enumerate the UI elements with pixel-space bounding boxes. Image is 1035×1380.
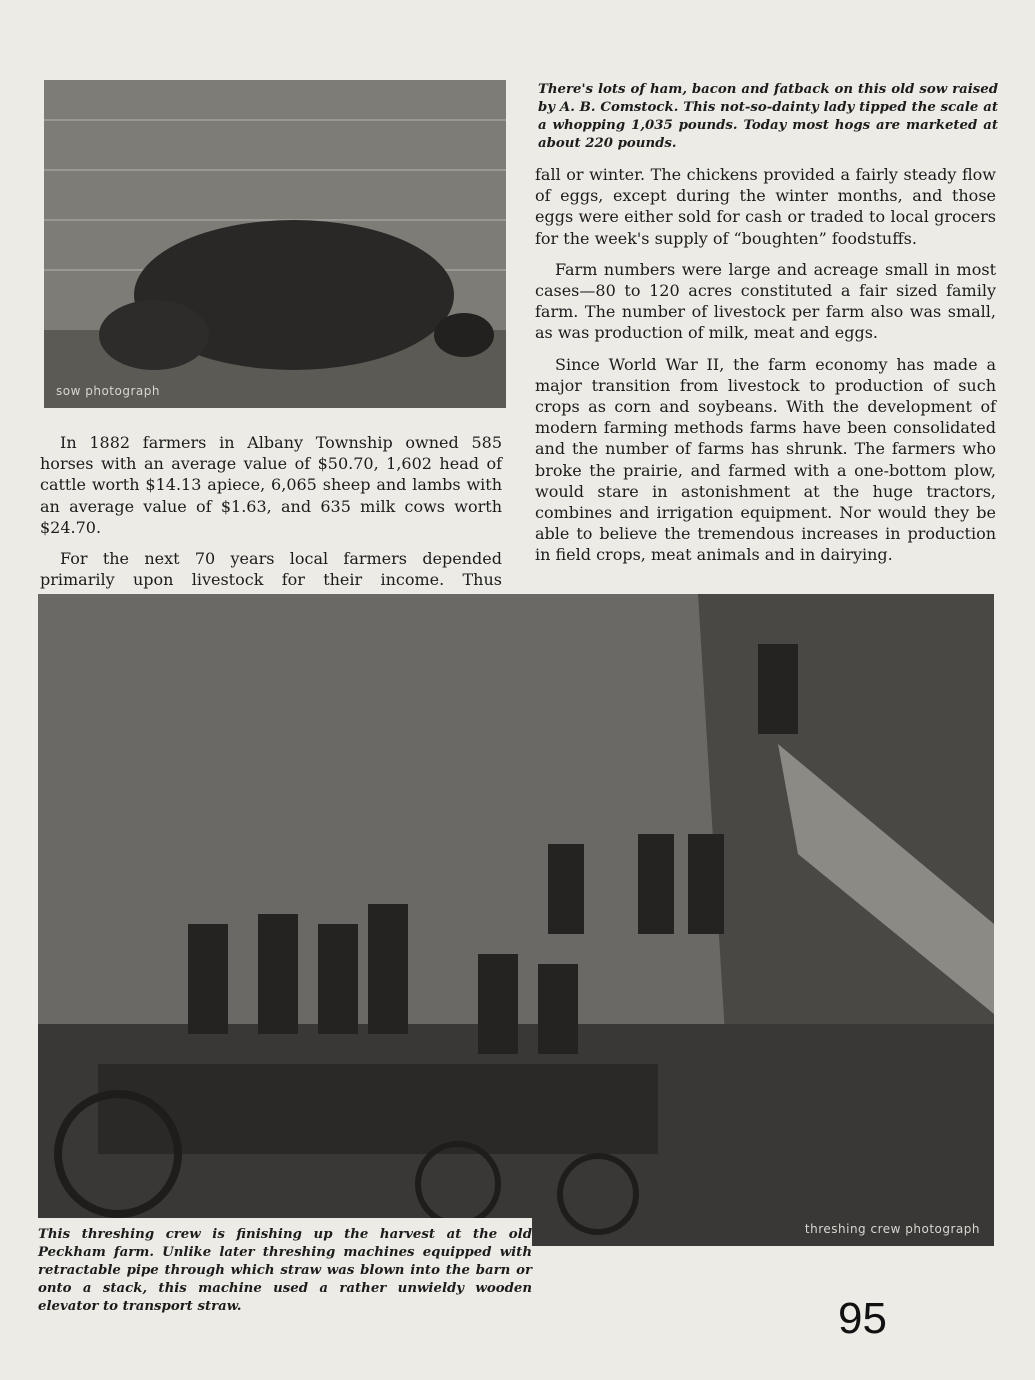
right-paragraph-2: Farm numbers were large and acreage small in most cases—80 to 120 acres constituted a fair sized family farm. The number of livestock per farm also was small, as was production of milk, meat and eggs. [535,259,996,343]
right-column-text [535,164,996,576]
sow-photo-illustration [44,80,506,408]
sow-caption: There's lots of ham, bacon and fatback on this old sow raised by A. B. Comstock. This not-so-dainty lady tipped the scale at a whopping 1,035 pounds. Today most hogs are marketed at about 220 pounds. [538,82,998,151]
threshing-crew-illustration [38,594,994,1246]
threshing-crew-caption: This threshing crew is finishing up the harvest at the old Peckham farm. Unlike later threshing machines equipped with retractable pipe through which straw was blown into the barn or onto a stack, this machine used a rather unwieldy wooden elevator to transport straw. [38,1218,532,1330]
sow-photo-label: sow photograph [56,384,160,398]
right-paragraph-3: Since World War II, the farm economy has made a major transition from livestock to production of such crops as corn and soybeans. With the development of modern farming methods farms have been consolidated and the number of farms has shrunk. The farmers who broke the prairie, and farmed with a one-bottom plow, would stare in astonishment at the huge tractors, combines and irrigation equipment. Nor would they be able to believe the tremendous increases in production in field crops, meat animals and in dairying. [535,354,996,565]
right-paragraph-1: fall or winter. The chickens provided a fairly steady flow of eggs, except during the winter months, and those eggs were either sold for cash or traded to local grocers for the week's supply of “boughten” foodstuffs. [535,165,996,248]
threshing-crew-photo-label: threshing crew photograph [804,1222,980,1236]
left-paragraph-1: In 1882 farmers in Albany Township owned 585 horses with an average value of $50.70, 1,602 head of cattle worth $14.13 apiece, 6,065 sheep and lambs with an average value of $1.63, and 635 milk cows worth $24.70. [40,433,502,537]
sow-photo [44,80,506,408]
left-paragraph-2: For the next 70 years local farmers depended primarily upon livestock for their income. Thus [40,549,502,590]
page-number: 95 [838,1294,887,1343]
threshing-crew-photo [38,594,994,1246]
